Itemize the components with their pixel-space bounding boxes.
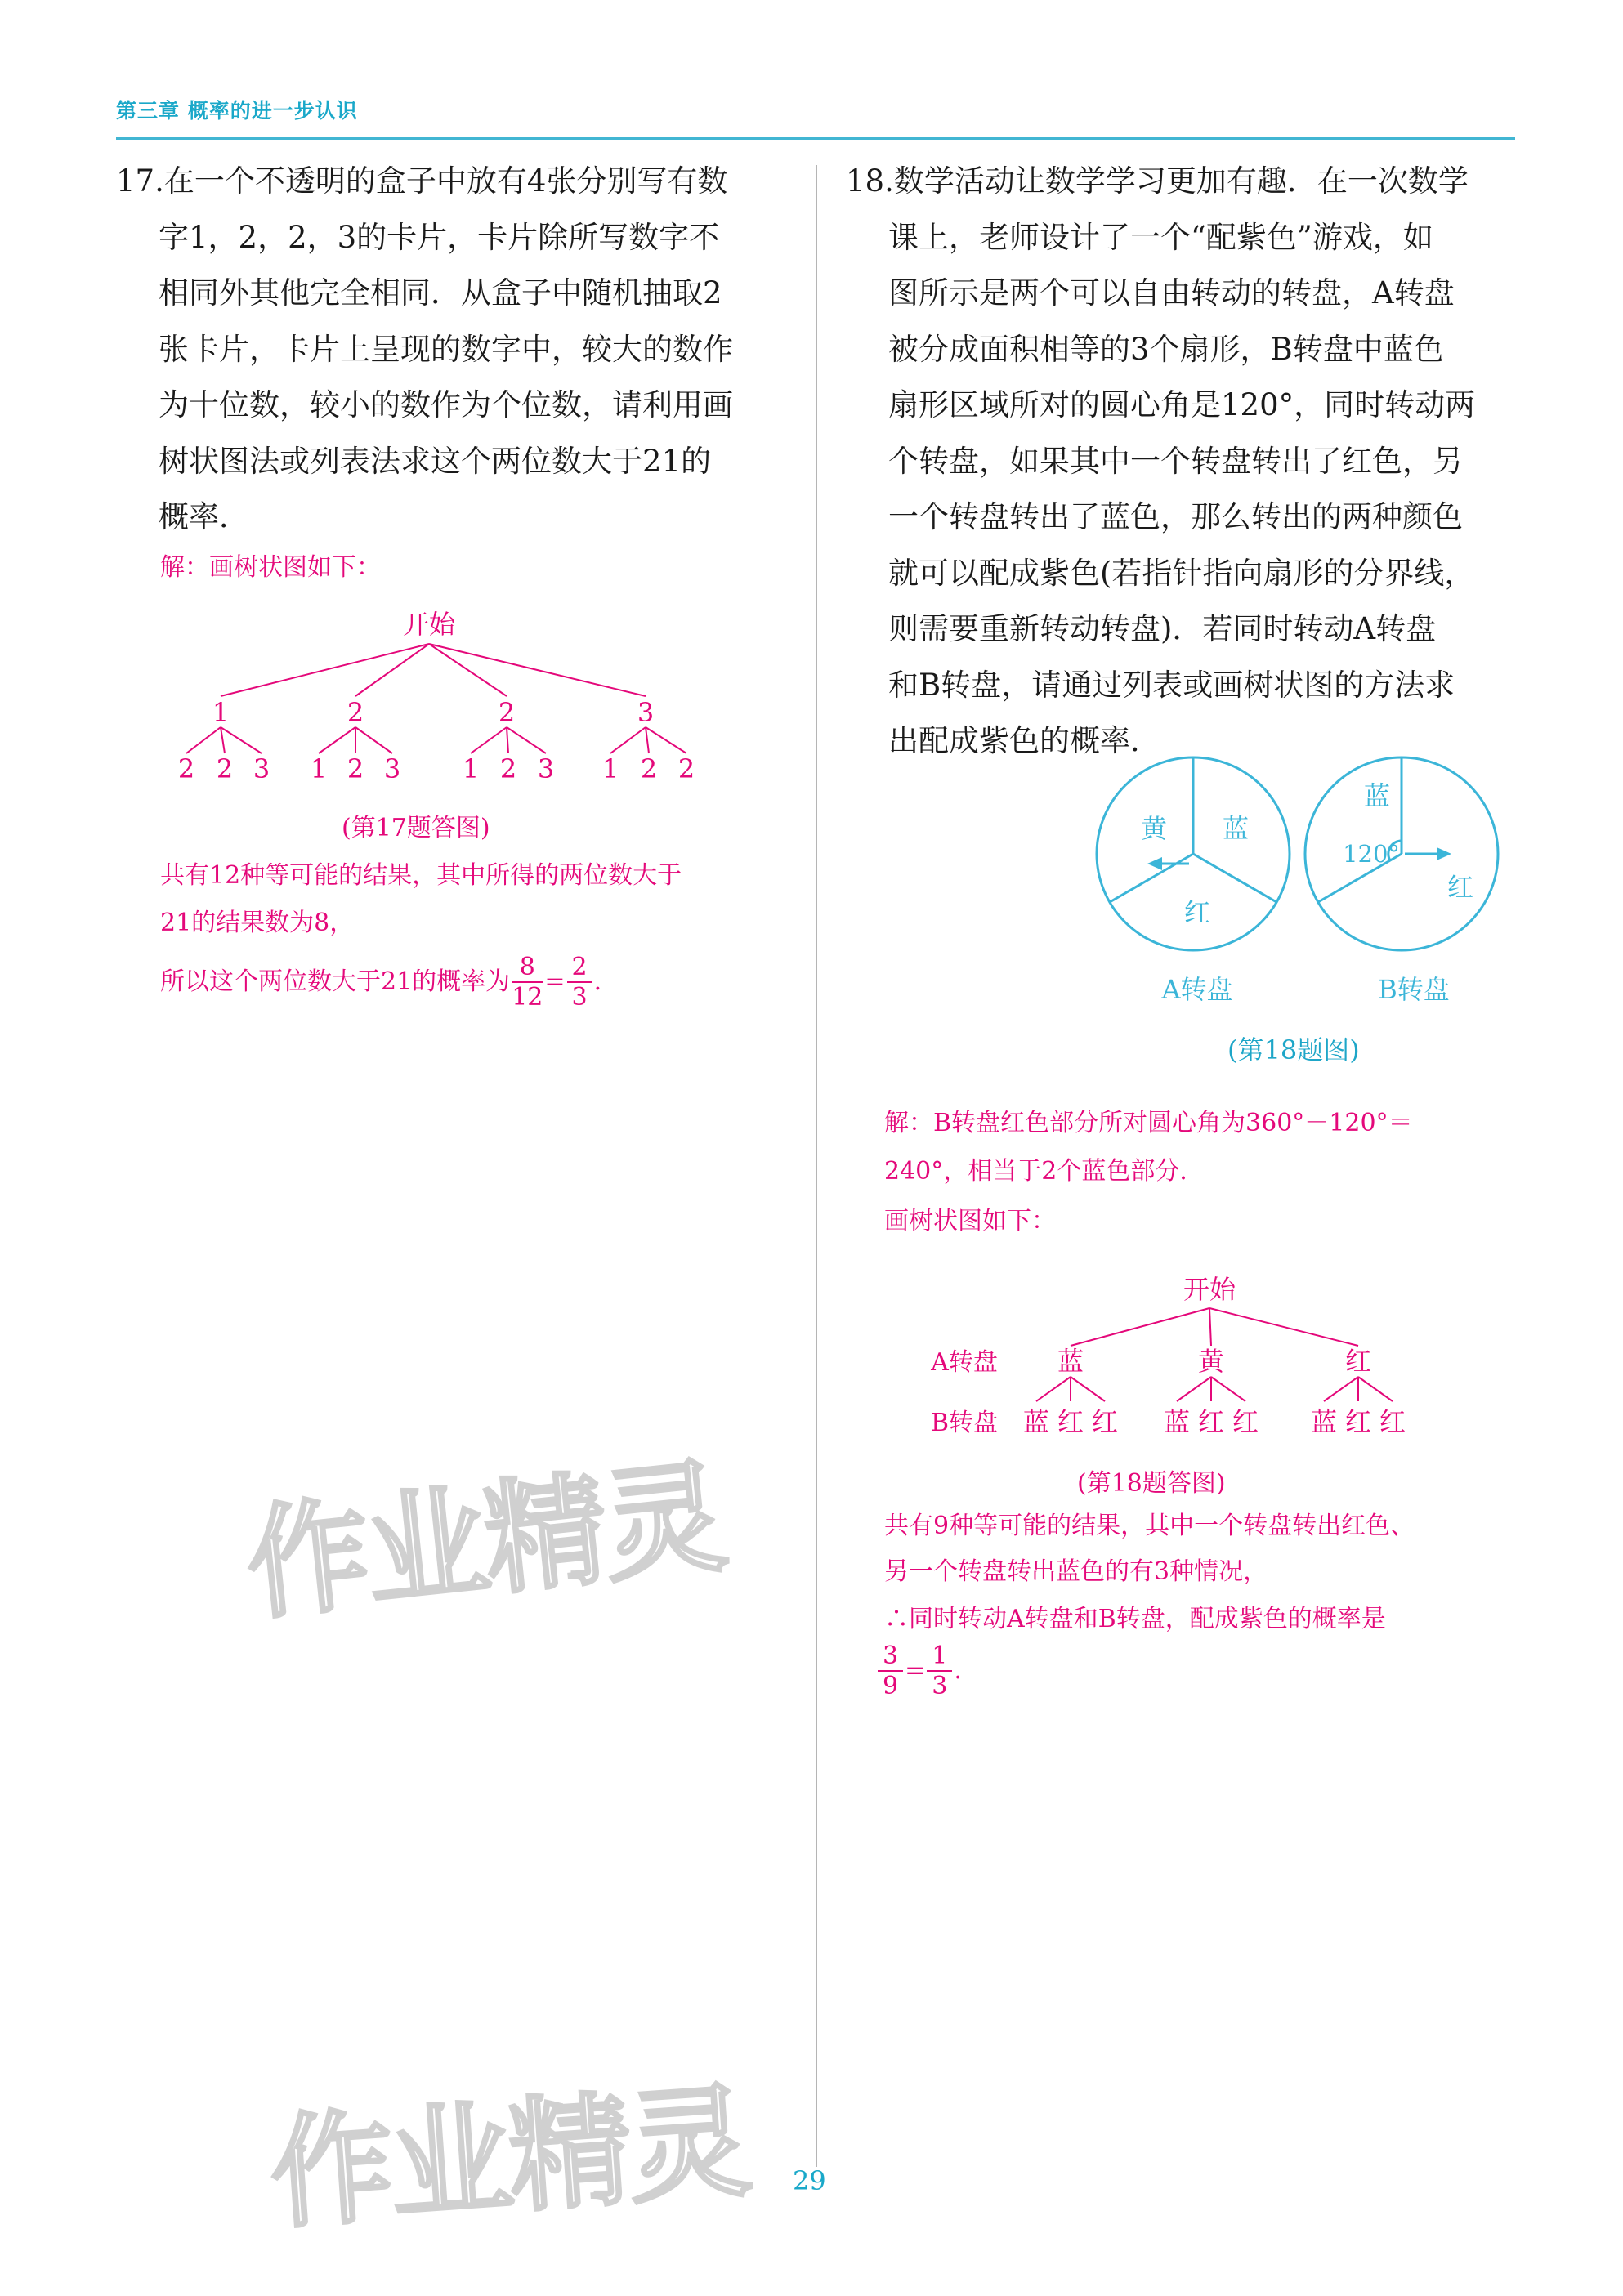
q17-fraction-8-12: [512, 954, 543, 1012]
q18-spinners-figure: [1095, 756, 1520, 1025]
q18-line: 被分成面积相等的3个扇形，B转盘中蓝色: [888, 331, 1444, 367]
watermark: 作业精灵: [266, 2070, 753, 2247]
question-17-text: [116, 154, 794, 546]
q18-line: 扇形区域所对的圆心角是120°，同时转动两: [888, 387, 1476, 422]
q18-answer-line: 240°，相当于2个蓝色部分．: [884, 1157, 1205, 1186]
q17-tree-node: 3: [637, 697, 655, 728]
q18-tree-leaf: 红: [1232, 1406, 1259, 1437]
q18-answer-conclusion: [876, 1638, 962, 1704]
q18-tree-node: 黄: [1197, 1346, 1225, 1377]
spinner-a-sector-label: 黄: [1140, 813, 1168, 844]
q18-line: 出配成紫色的概率．: [888, 723, 1160, 758]
q18-tree-leaf: 蓝: [1163, 1406, 1191, 1437]
fraction-denominator: 9: [883, 1672, 899, 1700]
q18-line: 个转盘，如果其中一个转盘转出了红色，另: [888, 443, 1463, 479]
arrow-right-icon: [1437, 847, 1451, 860]
q18-fraction-1-3: [927, 1642, 952, 1701]
q17-tree-leaf: 2: [177, 753, 195, 784]
q18-tree-node: 红: [1344, 1346, 1372, 1377]
q17-tree-root: 开始: [402, 609, 456, 640]
q17-answer-line: 共有12种等可能的结果，其中所得的两位数大于: [160, 861, 682, 890]
q18-tree-leaf: 红: [1379, 1406, 1406, 1437]
fraction-numerator: 8: [512, 954, 543, 983]
spinner-b: [1305, 757, 1498, 950]
watermark: 作业精灵: [239, 1445, 730, 1637]
q17-line: 17.在一个不透明的盒子中放有4张分别写有数: [116, 163, 728, 199]
spinner-a-sector-label: 红: [1183, 897, 1211, 928]
q17-tree-leaf: 3: [537, 753, 555, 784]
q17-tree-node: 2: [498, 697, 516, 728]
q18-figure-caption: (第18题图): [1227, 1034, 1360, 1065]
q17-tree-leaf: 2: [640, 753, 658, 784]
q18-tree-level-label: A转盘: [931, 1348, 998, 1377]
q18-tree-root: 开始: [1183, 1274, 1236, 1305]
q17-tree-leaf: 1: [310, 753, 328, 784]
q17-answer-intro: 解：画树状图如下：: [160, 553, 381, 582]
question-18-text: [846, 154, 1524, 770]
q17-tree-leaf: 1: [601, 753, 619, 784]
q17-line: 树状图法或列表法求这个两位数大于21的: [159, 443, 712, 479]
q18-fraction-3-9: [878, 1642, 903, 1701]
q17-tree-leaf: 3: [383, 753, 401, 784]
fraction-denominator: 3: [571, 983, 588, 1012]
q18-answer-line: 解：B转盘红色部分所对圆心角为360°－120°＝: [884, 1109, 1413, 1137]
q17-line: 概率．: [159, 499, 249, 534]
q17-answer-line: 21的结果数为8，: [160, 909, 355, 937]
spinner-a-divider: [1110, 854, 1193, 902]
fraction-numerator: 1: [927, 1642, 952, 1672]
angle-label: 120°: [1343, 840, 1400, 868]
q18-line: 则需要重新转动转盘)．若同时转动A转盘: [888, 611, 1437, 646]
q18-line: 课上，老师设计了一个“配紫色”游戏，如: [888, 219, 1433, 255]
q17-tree-lines: [186, 644, 686, 753]
q18-tree-leaf: 蓝: [1310, 1406, 1338, 1437]
q18-answer-line: ∴同时转动A转盘和B转盘，配成紫色的概率是: [884, 1605, 1386, 1633]
q17-tree-leaf: 2: [499, 753, 517, 784]
q17-line: 字1，2，2，3的卡片，卡片除所写数字不: [159, 219, 720, 255]
fraction-denominator: 3: [932, 1672, 948, 1700]
q18-tree-leaf: 蓝: [1022, 1406, 1050, 1437]
q17-tree-diagram: [155, 605, 776, 817]
q18-line: 一个转盘转出了蓝色，那么转出的两种颜色: [888, 499, 1463, 534]
q18-answer-line: 另一个转盘转出蓝色的有3种情况，: [884, 1557, 1268, 1586]
q17-tree-leaf: 2: [677, 753, 695, 784]
q18-line: 就可以配成紫色(若指针指向扇形的分界线，: [888, 555, 1475, 591]
q17-tree-leaf: 1: [462, 753, 480, 784]
q18-tree-caption: (第18题答图): [1077, 1469, 1226, 1498]
q18-tree-diagram: [915, 1271, 1438, 1458]
q17-line: 相同外其他完全相同．从盒子中随机抽取2: [159, 275, 722, 310]
spinner-b-sector-label: 蓝: [1363, 780, 1391, 811]
q18-tree-leaf: 红: [1197, 1406, 1225, 1437]
q17-figure-caption: (第17题答图): [342, 814, 490, 842]
period: .: [954, 1656, 962, 1685]
q17-tree-leaf: 2: [216, 753, 234, 784]
q17-tree-leaf: 3: [253, 753, 270, 784]
spinner-a-sector-label: 蓝: [1222, 813, 1250, 844]
q18-line: 图所示是两个可以自由转动的转盘，A转盘: [888, 275, 1455, 310]
equals-sign: =: [905, 1656, 926, 1685]
q17-tree-leaf: 2: [347, 753, 364, 784]
q17-line: 张卡片，卡片上呈现的数字中，较大的数作: [159, 331, 733, 367]
chapter-title: 第三章 概率的进一步认识: [116, 99, 358, 123]
column-divider: [816, 165, 817, 2167]
q18-line: 18.数学活动让数学学习更加有趣．在一次数学: [846, 163, 1469, 199]
spinner-b-caption: B转盘: [1378, 974, 1450, 1005]
header-rule: [116, 137, 1515, 140]
q17-answer-conclusion: [160, 949, 601, 1015]
q17-line: 为十位数，较小的数作为个位数，请利用画: [159, 387, 733, 422]
q17-fraction-2-3: [567, 954, 592, 1012]
page-number: 29: [793, 2165, 826, 2196]
period: .: [593, 967, 602, 996]
q18-line: 和B转盘，请通过列表或画树状图的方法求: [888, 667, 1455, 703]
q18-tree-node: 蓝: [1057, 1346, 1084, 1377]
fraction-numerator: 2: [567, 954, 592, 983]
arrow-left-icon: [1147, 857, 1162, 870]
q18-tree-leaf: 红: [1057, 1406, 1084, 1437]
fraction-numerator: 3: [878, 1642, 903, 1672]
spinner-a-caption: A转盘: [1161, 974, 1233, 1005]
q18-answer-line: 画树状图如下：: [884, 1207, 1056, 1235]
q17-tree-node: 1: [212, 697, 230, 728]
q17-answer-text: 所以这个两位数大于21的概率为: [160, 967, 511, 996]
q18-answer-line: 共有9种等可能的结果，其中一个转盘转出红色、: [884, 1512, 1415, 1540]
equals-sign: =: [544, 967, 566, 996]
spinner-a-divider: [1193, 854, 1276, 902]
q18-tree-leaf: 红: [1344, 1406, 1372, 1437]
q18-tree-leaf: 红: [1091, 1406, 1119, 1437]
spinner-b-sector-label: 红: [1446, 872, 1474, 903]
q18-tree-level-label: B转盘: [930, 1409, 999, 1437]
q17-tree-node: 2: [347, 697, 364, 728]
fraction-denominator: 12: [512, 983, 543, 1012]
